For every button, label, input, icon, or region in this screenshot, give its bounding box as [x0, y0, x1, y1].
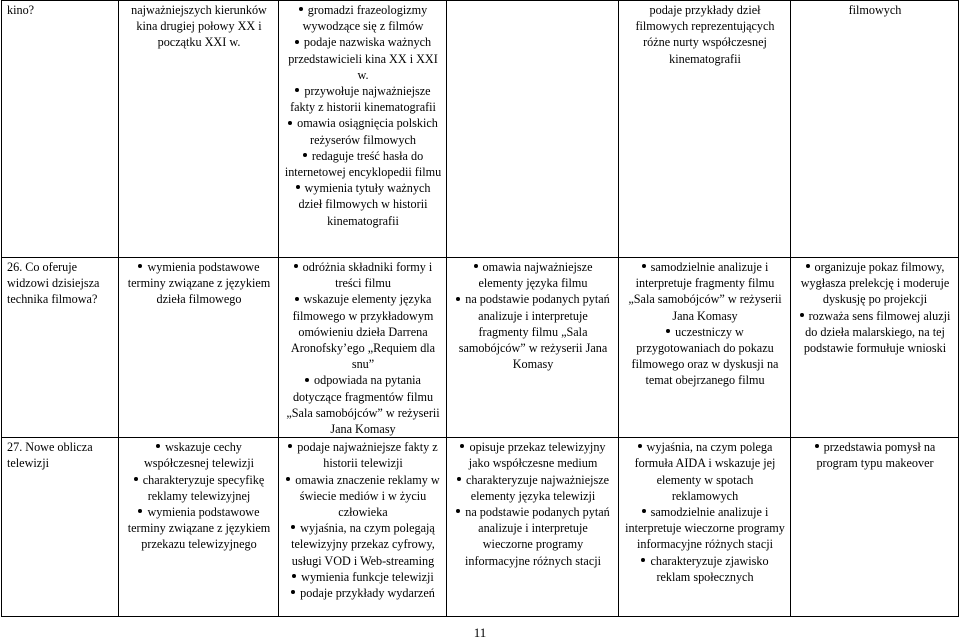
topic-cell — [2, 1, 119, 258]
bullet-icon — [303, 153, 307, 157]
list-item: charakteryzuje najważniejsze elementy języka telewizji — [452, 472, 614, 504]
bullet-icon — [288, 121, 292, 125]
requirements-beyond-cell — [791, 258, 959, 438]
bullet-icon — [286, 477, 290, 481]
list-item: podaje przykłady wydarzeń — [284, 585, 442, 601]
list-item: wskazuje elementy języka filmowego w przykładowym omówieniu dzieła Darrena Aronofsky’ego „Requiem dla snu” — [290, 292, 436, 372]
list-item: samodzielnie analizuje i interpretuje wieczorne programy informacyjne różnych stacji — [625, 505, 785, 552]
requirements-extended-cell — [447, 258, 619, 438]
list-item: uczestniczy w przygotowaniach do pokazu filmowego oraz w dyskusji na temat obejrzanego filmu — [631, 324, 779, 388]
requirements-extended-cell — [447, 1, 619, 258]
topic-text: 27. Nowe oblicza telewizji — [7, 440, 93, 471]
bullet-icon — [291, 590, 295, 594]
list-item: omawia znaczenie reklamy w świecie mediów i w życiu człowieka — [284, 472, 442, 521]
bullet-icon — [806, 264, 810, 268]
bullet-icon — [292, 574, 296, 578]
bullet-list — [284, 2, 442, 229]
bullet-icon — [296, 185, 300, 189]
list-item: wyjaśnia, na czym polega formuła AIDA i wskazuje jej elementy w spotach reklamowych — [634, 440, 776, 503]
topic-text: 26. Co oferuje widzowi dzisiejsza technika filmowa? — [7, 260, 100, 307]
list-item: wymienia podstawowe terminy związane z językiem dzieła filmowego — [127, 260, 271, 307]
requirements-beyond-cell — [791, 438, 959, 617]
cell-text: najważniejszych kierunków kina drugiej połowy XX i początku XXI w. — [131, 3, 267, 50]
bullet-list — [284, 259, 442, 437]
list-item: opisuje przekaz telewizyjny jako współczesne medium — [452, 439, 614, 471]
list-item: odpowiada na pytania dotyczące fragmentów filmu „Sala samobójców” w reżyserii Jana Komasy — [286, 373, 440, 437]
list-item: odróżnia składniki formy i treści filmu — [284, 259, 442, 291]
bullet-icon — [800, 313, 804, 317]
table-row — [2, 1, 959, 258]
bullet-icon — [474, 264, 478, 268]
bullet-icon — [305, 378, 309, 382]
requirements-standard-cell — [279, 438, 447, 617]
bullet-list — [284, 439, 442, 601]
list-item: charakteryzuje specyfikę reklamy telewizyjnej — [124, 472, 274, 504]
list-item: omawia najważniejsze elementy języka filmu — [452, 259, 614, 291]
bullet-icon — [138, 264, 142, 268]
requirements-extended-cell — [447, 438, 619, 617]
table-row — [2, 258, 959, 438]
list-item: przedstawia pomysł na program typu makeover — [816, 440, 936, 471]
bullet-icon — [638, 444, 642, 448]
list-item: na podstawie podanych pytań analizuje i interpretuje wieczorne programy informacyjne różnych stacji — [452, 504, 614, 569]
list-item: wymienia funkcje telewizji — [284, 569, 442, 585]
list-item: na podstawie podanych pytań analizuje i interpretuje fragmenty filmu „Sala samobójców” w reżyserii Jana Komasy — [452, 291, 614, 372]
bullet-icon — [641, 558, 645, 562]
list-item: wyjaśnia, na czym polegają telewizyjny przekaz cyfrowy, usługi VOD i Web-streaming — [291, 521, 435, 568]
bullet-list — [796, 439, 954, 471]
bullet-icon — [460, 444, 464, 448]
bullet-list — [452, 439, 614, 569]
bullet-icon — [642, 264, 646, 268]
bullet-icon — [815, 444, 819, 448]
cell-text: filmowych — [848, 3, 902, 17]
list-item: przywołuje najważniejsze fakty z historii kinematografii — [290, 84, 436, 115]
list-item: wymienia tytuły ważnych dzieł filmowych w historii kinematografii — [284, 180, 442, 229]
list-item: redaguje treść hasła do internetowej encyklopedii filmu — [284, 148, 442, 180]
requirements-full-cell — [619, 258, 791, 438]
requirements-full-cell — [619, 438, 791, 617]
bullet-list — [124, 439, 274, 552]
bullet-list — [452, 259, 614, 372]
table-row — [2, 438, 959, 617]
list-item: rozważa sens filmowej aluzji do dzieła malarskiego, na tej podstawie formułuje wnioski — [796, 308, 954, 357]
bullet-icon — [138, 509, 142, 513]
bullet-icon — [156, 444, 160, 448]
bullet-icon — [294, 264, 298, 268]
bullet-icon — [299, 7, 303, 11]
page-number: 11 — [473, 625, 487, 640]
list-item: charakteryzuje zjawisko reklam społecznych — [624, 553, 786, 585]
list-item: wymienia podstawowe terminy związane z językiem przekazu telewizyjnego — [127, 505, 271, 552]
requirements-standard-cell — [279, 1, 447, 258]
bullet-icon — [295, 88, 299, 92]
list-item: podaje najważniejsze fakty z historii telewizji — [284, 439, 442, 471]
bullet-icon — [288, 444, 292, 448]
bullet-list — [624, 439, 786, 585]
topic-cell — [2, 438, 119, 617]
requirements-basic-cell — [119, 258, 279, 438]
bullet-icon — [666, 329, 670, 333]
list-item: wskazuje cechy współczesnej telewizji — [144, 440, 254, 471]
topic-text: kino? — [7, 3, 35, 17]
bullet-icon — [642, 509, 646, 513]
bullet-icon — [295, 40, 299, 44]
bullet-icon — [457, 477, 461, 481]
list-item: gromadzi frazeologizmy wywodzące się z filmów — [284, 2, 442, 34]
bullet-list — [124, 259, 274, 308]
bullet-icon — [456, 297, 460, 301]
list-item: omawia osiągnięcia polskich reżyserów filmowych — [284, 115, 442, 147]
topic-cell — [2, 258, 119, 438]
cell-text: podaje przykłady dzieł filmowych reprezentujących różne nurty współczesnej kinematografii — [635, 3, 775, 66]
curriculum-table — [1, 0, 959, 617]
bullet-icon — [456, 509, 460, 513]
requirements-basic-cell — [119, 438, 279, 617]
requirements-basic-cell — [119, 1, 279, 258]
requirements-beyond-cell — [791, 1, 959, 258]
list-item: podaje nazwiska ważnych przedstawicieli kina XX i XXI w. — [288, 35, 438, 82]
requirements-standard-cell — [279, 258, 447, 438]
bullet-icon — [291, 525, 295, 529]
bullet-icon — [295, 297, 299, 301]
bullet-list — [796, 259, 954, 356]
list-item: samodzielnie analizuje i interpretuje fragmenty filmu „Sala samobójców” w reżyserii Jana Komasy — [628, 260, 782, 323]
list-item: organizuje pokaz filmowy, wygłasza prelekcję i moderuje dyskusję po projekcji — [800, 260, 950, 307]
bullet-icon — [134, 477, 138, 481]
bullet-list — [624, 259, 786, 389]
requirements-full-cell — [619, 1, 791, 258]
